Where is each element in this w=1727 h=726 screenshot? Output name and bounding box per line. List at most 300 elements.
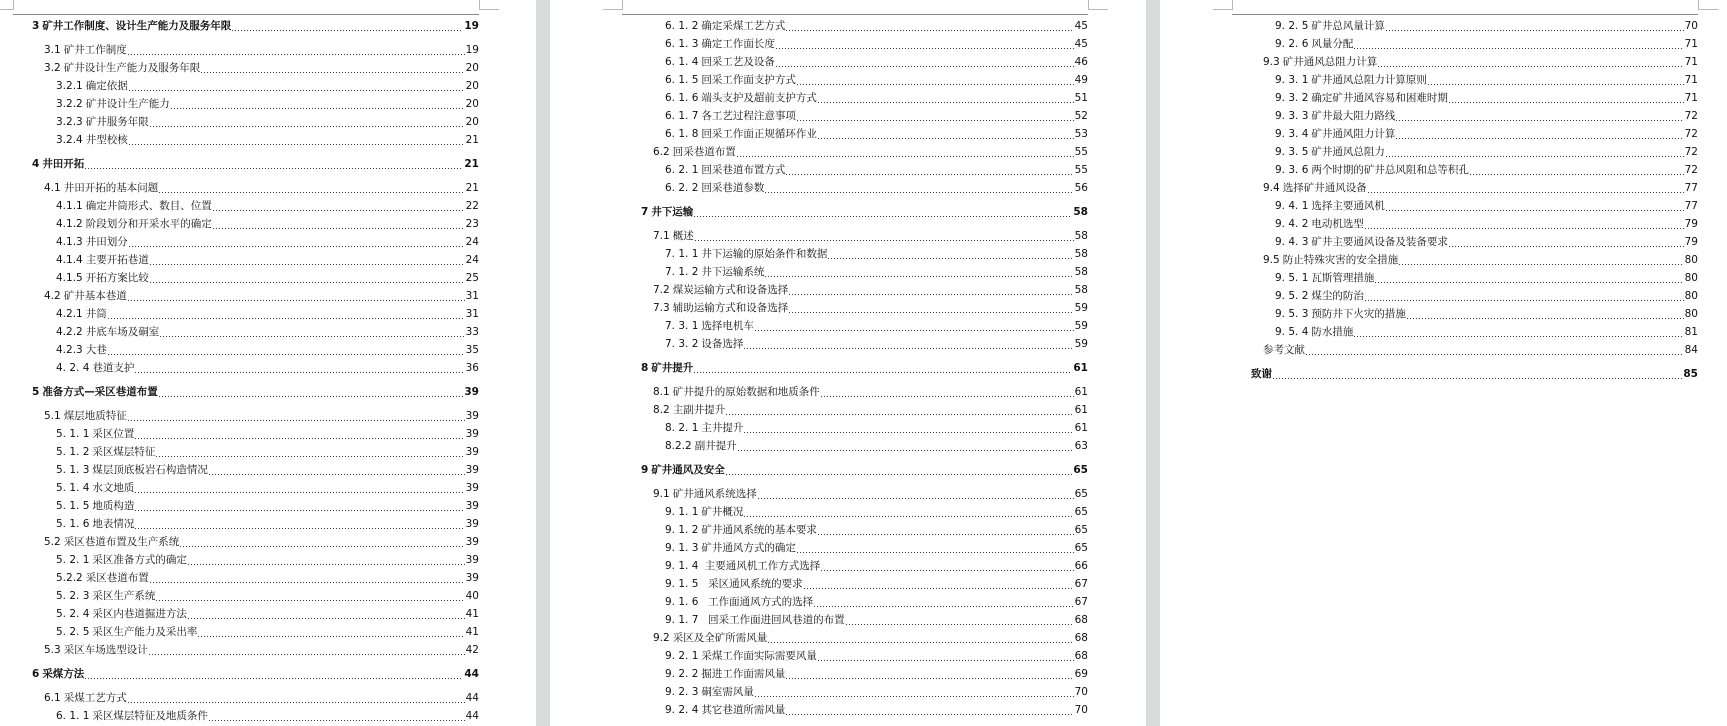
margin-corner-mark-top-right <box>1698 0 1718 10</box>
dot-leader <box>804 575 1074 593</box>
toc-entry-page-number: 39 <box>465 463 479 476</box>
dot-leader <box>1375 269 1683 287</box>
dot-leader <box>776 35 1074 53</box>
dot-leader <box>1273 365 1682 383</box>
toc-entry-title: 矿井工作制度 <box>63 43 127 56</box>
toc-entry-label <box>665 437 737 455</box>
toc-entry[interactable] <box>13 251 479 269</box>
document-page-3 <box>1160 0 1727 726</box>
toc-entry-page-number: 67 <box>1074 577 1088 590</box>
toc-entry-title: 矿井提升的原始数据和地质条件 <box>672 385 820 398</box>
dot-leader <box>159 383 464 401</box>
toc-entry[interactable] <box>13 515 479 533</box>
toc-entry-page-number: 71 <box>1684 55 1698 68</box>
toc-entry-page-number: 70 <box>1074 685 1088 698</box>
dot-leader <box>1378 53 1683 71</box>
toc-entry[interactable] <box>622 71 1088 89</box>
toc-entry-label <box>1275 323 1353 341</box>
toc-entry-title: 辅助运输方式和设备选择 <box>672 301 789 314</box>
toc-entry-page-number: 58 <box>1074 283 1088 296</box>
dot-leader <box>129 233 465 251</box>
toc-entry-label <box>665 161 785 179</box>
toc-entry-title: 采煤方法 <box>42 667 85 680</box>
toc-entry-number: 9. 1. 6 <box>665 595 699 608</box>
toc-entry[interactable] <box>622 665 1088 683</box>
toc-entry-page-number: 80 <box>1684 253 1698 266</box>
toc-entry-number: 9. 1. 5 <box>665 577 699 590</box>
toc-entry-label <box>1263 179 1367 197</box>
toc-entry[interactable] <box>622 359 1088 377</box>
dot-leader <box>786 665 1073 683</box>
toc-entry-label <box>665 647 817 665</box>
toc-entry-label <box>56 131 128 149</box>
toc-entry[interactable] <box>622 419 1088 437</box>
toc-entry[interactable] <box>13 443 479 461</box>
toc-entry-page-number: 68 <box>1074 613 1088 626</box>
dot-leader <box>1365 287 1684 305</box>
toc-entry-label <box>653 299 788 317</box>
toc-entry-page-number: 63 <box>1074 439 1088 452</box>
toc-entry[interactable] <box>1232 341 1698 359</box>
toc-entry-title: 矿井通风阻力计算 <box>1311 127 1396 140</box>
toc-entry[interactable] <box>622 683 1088 701</box>
dot-leader <box>765 263 1073 281</box>
toc-entry-title: 回采工作面正规循环作业 <box>701 127 817 140</box>
toc-entry[interactable] <box>622 503 1088 521</box>
toc-entry-number: 6. 2. 1 <box>665 163 699 176</box>
toc-entry[interactable] <box>13 269 479 287</box>
toc-entry-number: 3.2.3 <box>56 115 83 128</box>
toc-entry[interactable] <box>13 341 479 359</box>
toc-entry-label <box>665 245 827 263</box>
toc-entry-title: 井田划分 <box>85 235 128 248</box>
toc-entry-label <box>1275 125 1395 143</box>
toc-entry-title: 回采巷道布置方式 <box>701 163 786 176</box>
toc-entry[interactable] <box>13 95 479 113</box>
toc-entry-number: 5. 1. 4 <box>56 481 90 494</box>
toc-entry-title: 矿井通风及安全 <box>651 463 725 476</box>
toc-entry-number: 4.1.4 <box>56 253 83 266</box>
toc-entry-label <box>665 17 785 35</box>
toc-entry[interactable] <box>622 35 1088 53</box>
toc-entry-number: 5. 1. 1 <box>56 427 90 440</box>
toc-entry[interactable] <box>622 335 1088 353</box>
toc-entry-page-number: 25 <box>465 271 479 284</box>
toc-entry-title: 端头支护及超前支护方式 <box>701 91 817 104</box>
table-of-contents <box>622 17 1088 719</box>
dot-leader <box>1449 233 1684 251</box>
dot-leader <box>755 683 1074 701</box>
toc-entry-label <box>665 539 796 557</box>
toc-entry[interactable] <box>1232 107 1698 125</box>
toc-entry[interactable] <box>13 17 479 35</box>
toc-entry[interactable] <box>622 575 1088 593</box>
toc-entry-label <box>665 125 817 143</box>
toc-entry[interactable] <box>13 383 479 401</box>
toc-entry-number: 3 <box>32 19 40 32</box>
toc-entry-label <box>1263 251 1398 269</box>
toc-entry-title: 采区巷道布置及生产系统 <box>63 535 180 548</box>
toc-entry-label <box>665 701 785 719</box>
toc-entry-label <box>56 605 187 623</box>
dot-leader <box>213 215 465 233</box>
dot-leader <box>128 41 465 59</box>
toc-entry-label <box>665 665 785 683</box>
toc-entry[interactable] <box>1232 179 1698 197</box>
toc-entry-page-number: 20 <box>465 115 479 128</box>
toc-entry[interactable] <box>622 53 1088 71</box>
toc-entry[interactable] <box>13 407 479 425</box>
toc-entry-title: 采区生产能力及采出率 <box>92 625 198 638</box>
toc-entry[interactable] <box>13 587 479 605</box>
toc-entry-number: 8. 2. 1 <box>665 421 699 434</box>
toc-entry[interactable] <box>622 179 1088 197</box>
toc-entry[interactable] <box>1232 71 1698 89</box>
toc-entry[interactable] <box>1232 365 1698 383</box>
dot-leader <box>129 131 465 149</box>
toc-entry[interactable] <box>622 107 1088 125</box>
toc-entry-number: 5.2 <box>44 535 61 548</box>
toc-entry[interactable] <box>13 623 479 641</box>
toc-entry[interactable] <box>13 479 479 497</box>
toc-entry-page-number: 24 <box>465 253 479 266</box>
toc-entry-title: 主要通风机工作方式选择 <box>701 559 821 572</box>
toc-entry-number: 5. 1. 2 <box>56 445 90 458</box>
toc-entry-title: 矿井工作制度、设计生产能力及服务年限 <box>42 19 232 32</box>
toc-entry-number: 3.2.1 <box>56 79 83 92</box>
toc-entry-page-number: 58 <box>1074 247 1088 260</box>
toc-entry-title: 两个时期的矿井总风阻和总等积孔 <box>1311 163 1469 176</box>
toc-entry-label <box>56 497 134 515</box>
toc-entry-page-number: 59 <box>1074 337 1088 350</box>
toc-entry-number: 6. 1. 8 <box>665 127 699 140</box>
toc-entry-number: 5.1 <box>44 409 61 422</box>
dot-leader <box>128 287 465 305</box>
toc-entry-title: 确定采煤工艺方式 <box>701 19 786 32</box>
toc-entry-page-number: 72 <box>1684 127 1698 140</box>
toc-entry-label <box>56 587 155 605</box>
toc-entry-label <box>44 533 179 551</box>
toc-entry[interactable] <box>622 437 1088 455</box>
toc-entry[interactable] <box>622 227 1088 245</box>
toc-entry-page-number: 20 <box>465 79 479 92</box>
toc-entry[interactable] <box>1232 197 1698 215</box>
toc-entry-label <box>44 641 148 659</box>
toc-entry-page-number: 45 <box>1074 19 1088 32</box>
toc-entry-title: 主要开拓巷道 <box>85 253 149 266</box>
toc-entry-label <box>1275 71 1427 89</box>
toc-entry[interactable] <box>1232 269 1698 287</box>
toc-entry-label <box>653 227 694 245</box>
toc-entry-page-number: 61 <box>1074 385 1088 398</box>
toc-entry-title: 阶段划分和开采水平的确定 <box>85 217 212 230</box>
dot-leader <box>737 143 1074 161</box>
dot-leader <box>695 227 1074 245</box>
toc-entry[interactable] <box>1232 35 1698 53</box>
dot-leader <box>135 515 464 533</box>
toc-entry-title: 矿井通风方式的确定 <box>701 541 796 554</box>
toc-entry-number: 6. 1. 2 <box>665 19 699 32</box>
toc-entry-title: 回采工作面进回风巷道的布置 <box>701 613 845 626</box>
toc-entry[interactable] <box>13 359 479 377</box>
toc-entry-page-number: 68 <box>1074 631 1088 644</box>
toc-entry-number: 3.2.2 <box>56 97 83 110</box>
dot-leader <box>789 281 1073 299</box>
toc-entry[interactable] <box>13 641 479 659</box>
toc-entry[interactable] <box>622 539 1088 557</box>
toc-entry-page-number: 35 <box>465 343 479 356</box>
toc-entry[interactable] <box>13 113 479 131</box>
toc-entry[interactable] <box>13 59 479 77</box>
toc-entry[interactable] <box>13 41 479 59</box>
header-rule <box>1232 14 1698 15</box>
toc-entry-number: 9. 1. 3 <box>665 541 699 554</box>
toc-entry-label <box>56 269 149 287</box>
dot-leader <box>108 305 465 323</box>
toc-entry-number: 5. 1. 3 <box>56 463 90 476</box>
toc-entry[interactable] <box>622 461 1088 479</box>
toc-entry[interactable] <box>622 383 1088 401</box>
toc-entry-label <box>56 305 107 323</box>
toc-entry[interactable] <box>622 611 1088 629</box>
toc-entry[interactable] <box>622 557 1088 575</box>
toc-entry[interactable] <box>1232 143 1698 161</box>
dot-leader <box>814 593 1074 611</box>
dot-leader <box>149 641 465 659</box>
toc-entry[interactable] <box>13 425 479 443</box>
toc-entry[interactable] <box>13 287 479 305</box>
toc-entry-title: 煤尘的防治 <box>1311 289 1364 302</box>
toc-entry-page-number: 61 <box>1073 361 1088 374</box>
toc-entry-page-number: 39 <box>465 535 479 548</box>
dot-leader <box>818 647 1074 665</box>
toc-entry[interactable] <box>1232 233 1698 251</box>
toc-entry[interactable] <box>622 89 1088 107</box>
toc-entry-title: 矿井通风系统的基本要求 <box>701 523 817 536</box>
toc-entry-title: 矿井最大阻力路线 <box>1311 109 1396 122</box>
dot-leader <box>744 419 1073 437</box>
toc-entry[interactable] <box>622 203 1088 221</box>
dot-leader <box>738 437 1074 455</box>
toc-entry[interactable] <box>1232 17 1698 35</box>
toc-entry-title: 矿井通风总阻力 <box>1311 145 1385 158</box>
toc-entry-title: 参考文献 <box>1263 343 1305 356</box>
toc-entry[interactable] <box>13 707 479 725</box>
toc-entry-title: 开拓方案比较 <box>85 271 149 284</box>
toc-entry-title: 致谢 <box>1251 367 1272 380</box>
toc-entry-page-number: 70 <box>1684 19 1698 32</box>
toc-entry-page-number: 67 <box>1074 595 1088 608</box>
toc-entry-page-number: 39 <box>465 445 479 458</box>
toc-entry[interactable] <box>13 131 479 149</box>
toc-entry-page-number: 19 <box>465 43 479 56</box>
toc-entry-title: 采区通风系统的要求 <box>701 577 803 590</box>
toc-entry-number: 6. 1. 4 <box>665 55 699 68</box>
toc-entry-title: 采区生产系统 <box>92 589 156 602</box>
toc-entry[interactable] <box>622 317 1088 335</box>
dot-leader <box>213 197 465 215</box>
dot-leader <box>1396 107 1683 125</box>
toc-entry-page-number: 71 <box>1684 73 1698 86</box>
toc-entry[interactable] <box>622 629 1088 647</box>
toc-entry-number: 9. 1. 1 <box>665 505 699 518</box>
toc-entry[interactable] <box>622 401 1088 419</box>
toc-entry-title: 巷道支护 <box>92 361 135 374</box>
toc-entry[interactable] <box>622 485 1088 503</box>
toc-entry-number: 9. 2. 3 <box>665 685 699 698</box>
toc-entry[interactable] <box>13 179 479 197</box>
toc-entry-label <box>44 179 158 197</box>
toc-entry[interactable] <box>622 245 1088 263</box>
toc-entry-number: 9.1 <box>653 487 670 500</box>
toc-entry-page-number: 71 <box>1684 37 1698 50</box>
toc-entry-number: 9. 1. 7 <box>665 613 699 626</box>
toc-entry-title: 回采工作面支护方式 <box>701 73 796 86</box>
toc-entry[interactable] <box>1232 89 1698 107</box>
toc-entry[interactable] <box>622 17 1088 35</box>
toc-entry-page-number: 85 <box>1683 367 1698 380</box>
toc-entry-number: 7. 1. 2 <box>665 265 699 278</box>
toc-entry[interactable] <box>622 281 1088 299</box>
dot-leader <box>786 701 1073 719</box>
dot-leader <box>726 461 1073 479</box>
toc-entry-page-number: 72 <box>1684 163 1698 176</box>
toc-entry-page-number: 61 <box>1074 403 1088 416</box>
dot-leader <box>1396 125 1683 143</box>
toc-entry-page-number: 21 <box>464 157 479 170</box>
toc-entry[interactable] <box>13 689 479 707</box>
toc-entry[interactable] <box>13 323 479 341</box>
toc-entry-label <box>56 623 197 641</box>
toc-entry[interactable] <box>13 155 479 173</box>
dot-leader <box>150 269 465 287</box>
toc-entry-number: 7. 3. 2 <box>665 337 699 350</box>
toc-entry[interactable] <box>622 647 1088 665</box>
toc-entry-number: 7. 3. 1 <box>665 319 699 332</box>
dot-leader <box>201 59 464 77</box>
toc-entry-label <box>44 287 127 305</box>
document-page-1 <box>0 0 536 726</box>
toc-entry-title: 采区煤层特征及地质条件 <box>92 709 208 722</box>
toc-entry-page-number: 58 <box>1073 205 1088 218</box>
toc-entry[interactable] <box>13 77 479 95</box>
dot-leader <box>744 335 1073 353</box>
toc-entry-label <box>1275 17 1385 35</box>
toc-entry-label <box>32 383 158 401</box>
toc-entry-number: 5. 1. 6 <box>56 517 90 530</box>
toc-entry[interactable] <box>622 263 1088 281</box>
toc-entry-label <box>665 35 775 53</box>
toc-entry-number: 9. 2. 4 <box>665 703 699 716</box>
toc-entry-title: 电动机选型 <box>1311 217 1364 230</box>
toc-entry-label <box>44 59 200 77</box>
toc-entry[interactable] <box>1232 215 1698 233</box>
toc-entry-label <box>653 281 788 299</box>
toc-entry[interactable] <box>622 521 1088 539</box>
toc-entry-title: 概述 <box>672 229 694 242</box>
toc-entry[interactable] <box>622 161 1088 179</box>
toc-entry[interactable] <box>13 497 479 515</box>
dot-leader <box>159 179 464 197</box>
toc-entry-label <box>665 557 820 575</box>
dot-leader <box>797 71 1074 89</box>
dot-leader <box>846 611 1074 629</box>
toc-entry-page-number: 65 <box>1074 541 1088 554</box>
toc-entry-title: 选择主要通风机 <box>1311 199 1385 212</box>
toc-entry-label <box>1275 35 1353 53</box>
toc-entry[interactable] <box>13 305 479 323</box>
toc-entry[interactable] <box>13 569 479 587</box>
toc-entry[interactable] <box>13 461 479 479</box>
dot-leader <box>755 317 1074 335</box>
toc-entry[interactable] <box>1232 161 1698 179</box>
toc-entry-title: 煤层地质特征 <box>63 409 127 422</box>
toc-entry[interactable] <box>622 593 1088 611</box>
toc-entry[interactable] <box>1232 323 1698 341</box>
toc-entry-title: 工作面通风方式的选择 <box>701 595 814 608</box>
dot-leader <box>232 17 463 35</box>
toc-entry[interactable] <box>622 701 1088 719</box>
toc-entry-page-number: 59 <box>1074 301 1088 314</box>
dot-leader <box>156 443 464 461</box>
toc-entry-title: 井筒 <box>85 307 107 320</box>
toc-entry-number: 8 <box>641 361 649 374</box>
dot-leader <box>128 689 465 707</box>
toc-entry-page-number: 65 <box>1074 487 1088 500</box>
dot-leader <box>209 461 465 479</box>
toc-entry-number: 9. 3. 5 <box>1275 145 1309 158</box>
toc-entry-page-number: 65 <box>1074 523 1088 536</box>
toc-entry[interactable] <box>13 533 479 551</box>
toc-entry[interactable] <box>1232 305 1698 323</box>
toc-entry-title: 矿井主要通风设备及装备要求 <box>1311 235 1448 248</box>
toc-entry-label <box>653 401 725 419</box>
toc-entry-label <box>56 113 149 131</box>
dot-leader <box>789 299 1073 317</box>
toc-entry[interactable] <box>13 233 479 251</box>
toc-entry-title: 采区准备方式的确定 <box>92 553 187 566</box>
toc-entry[interactable] <box>1232 287 1698 305</box>
toc-entry[interactable] <box>622 125 1088 143</box>
toc-entry-label <box>641 461 725 479</box>
toc-entry[interactable] <box>622 143 1088 161</box>
toc-entry-page-number: 31 <box>465 307 479 320</box>
margin-corner-mark-top-left <box>0 0 14 10</box>
toc-entry[interactable] <box>1232 251 1698 269</box>
toc-entry-number: 5. 2. 5 <box>56 625 90 638</box>
toc-entry-page-number: 33 <box>465 325 479 338</box>
dot-leader <box>180 533 464 551</box>
toc-entry-label <box>665 53 775 71</box>
toc-entry-page-number: 55 <box>1074 163 1088 176</box>
toc-entry[interactable] <box>13 215 479 233</box>
toc-entry[interactable] <box>13 197 479 215</box>
toc-entry[interactable] <box>622 299 1088 317</box>
toc-entry-title: 井型校核 <box>85 133 128 146</box>
dot-leader <box>828 245 1073 263</box>
dot-leader <box>694 203 1072 221</box>
toc-entry[interactable] <box>1232 53 1698 71</box>
toc-entry[interactable] <box>13 551 479 569</box>
dot-leader <box>150 569 465 587</box>
toc-entry-label <box>665 521 817 539</box>
toc-entry[interactable] <box>13 605 479 623</box>
toc-entry[interactable] <box>13 665 479 683</box>
toc-entry-title: 采区巷道布置 <box>85 571 149 584</box>
toc-entry-number: 7 <box>641 205 649 218</box>
dot-leader <box>160 323 464 341</box>
toc-entry[interactable] <box>1232 125 1698 143</box>
